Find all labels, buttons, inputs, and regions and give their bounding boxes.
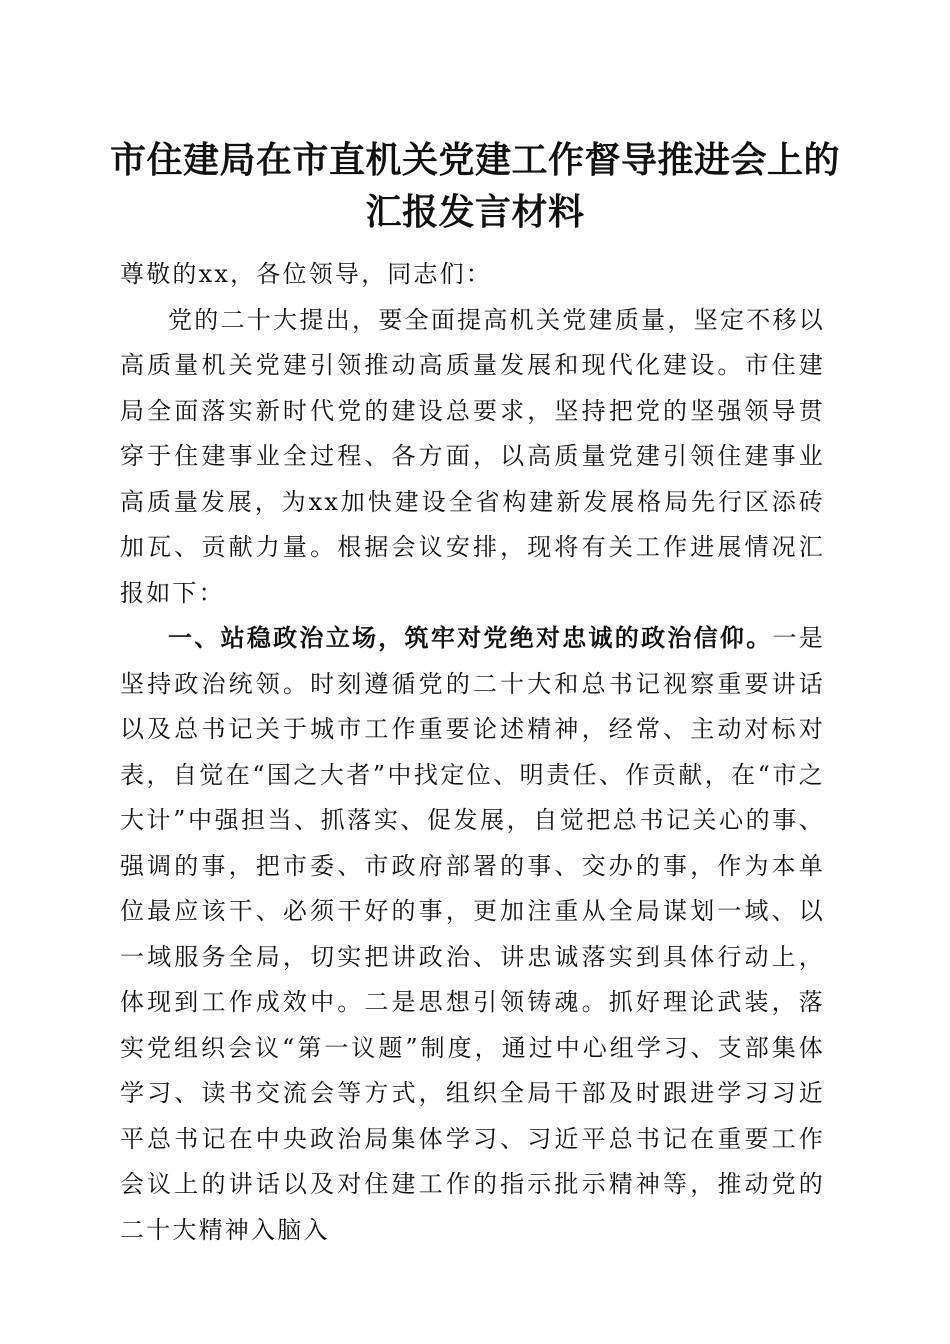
intro-paragraph: 党的二十大提出，要全面提高机关党建质量，坚定不移以高质量机关党建引领推动高质量发展和现代化建设。市住建局全面落实新时代党的建设总要求，坚持把党的坚强领导贯穿于住建事业全过程、各方面，以高质量党建引领住建事业高质量发展，为xx加快建设全省构建新发展格局先行区添砖加瓦、贡献力量。根据会议安排，现将有关工作进展情况汇报如下：: [120, 305, 825, 607]
salutation: 尊敬的xx，各位领导，同志们：: [120, 260, 493, 288]
section-1-text: 一是坚持政治统领。时刻遵循党的二十大和总书记视察重要讲话以及总书记关于城市工作重要论述精神，经常、主动对标对表，自觉在“国之大者”中找定位、明责任、作贡献，在“市之大计”中强担当、抓落实、促发展，自觉把总书记关心的事、强调的事，把市委、市政府部署的事、交办的事，作为本单位最应该干、必须干好的事，更加注重从全局谋划一域、以一域服务全局，切实把讲政治、讲忠诚落实到具体行动上，体现到工作成效中。二是思想引领铸魂。抓好理论武装，落实党组织会议“第一议题”制度，通过中心组学习、支部集体学习、读书交流会等方式，组织全局干部及时跟进学习习近平总书记在中央政治局集体学习、习近平总书记在重要工作会议上的讲话以及对住建工作的指示批示精神等，推动党的二十大精神入脑入: [120, 624, 825, 1244]
document-title: [100, 134, 850, 238]
document-body: [120, 252, 825, 1253]
title-line-2: 汇报发言材料: [365, 191, 585, 233]
section-1-heading: 一、站稳政治立场，筑牢对党绝对忠诚的政治信仰。: [168, 624, 773, 652]
title-line-1: 市住建局在市直机关党建工作督导推进会上的: [109, 139, 840, 181]
section-1-paragraph: [120, 616, 825, 1253]
